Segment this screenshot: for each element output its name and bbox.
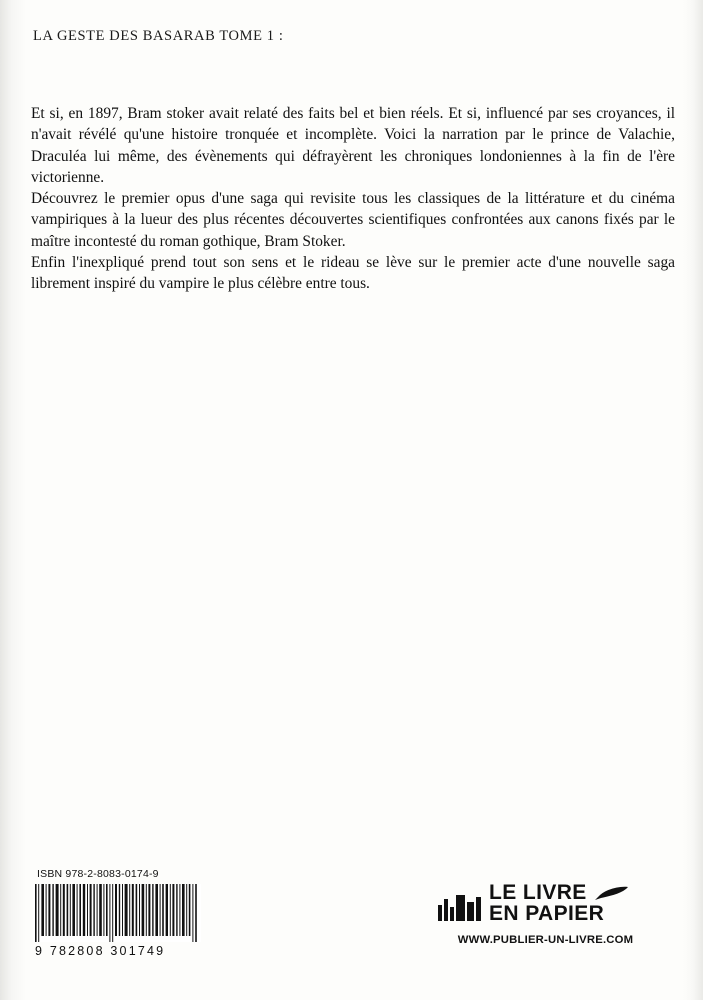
publisher-name-line1: LE LIVRE [489,880,587,904]
publisher-logo [438,880,653,946]
barcode-icon [33,884,201,942]
blurb-paragraph-1: Et si, en 1897, Bram stoker avait relaté des faits bel et bien réels. Et si, influencé par ses croyances, il n'avait révélé qu'une histoire tronquée et incomplète. Voici la narration par le prince de Valachie, Draculéa lui même, des évènements qui défrayèrent les chroniques londoniennes à la fin de l'ère victorienne. [31,105,675,186]
publisher-name-line2: EN PAPIER [489,902,605,926]
blurb-paragraph-3: Enfin l'inexpliqué prend tout son sens et le rideau se lève sur le premier acte d'une nouvelle saga librement inspiré du vampire le plus célèbre entre tous. [31,253,675,292]
page-title: LA GESTE DES BASARAB TOME 1 : [33,28,284,44]
publisher-logo-row [438,880,653,926]
barcode-digits: 9 782808 301749 [35,944,166,958]
publisher-name [489,880,629,926]
books-icon [438,887,481,921]
isbn-block [33,868,201,958]
blurb-paragraph-2: Découvrez le premier opus d'une saga qui revisite tous les classiques de la littérature et du cinéma vampiriques à la lueur des plus récentes découvertes scientifiques confrontées aux canons fixés par le maître incontesté du roman gothique, Bram Stoker. [31,190,675,250]
blurb-text [31,103,675,294]
isbn-label: ISBN 978-2-8083-0174-9 [37,868,159,880]
publisher-url: WWW.PUBLIER-UN-LIVRE.COM [457,934,634,946]
